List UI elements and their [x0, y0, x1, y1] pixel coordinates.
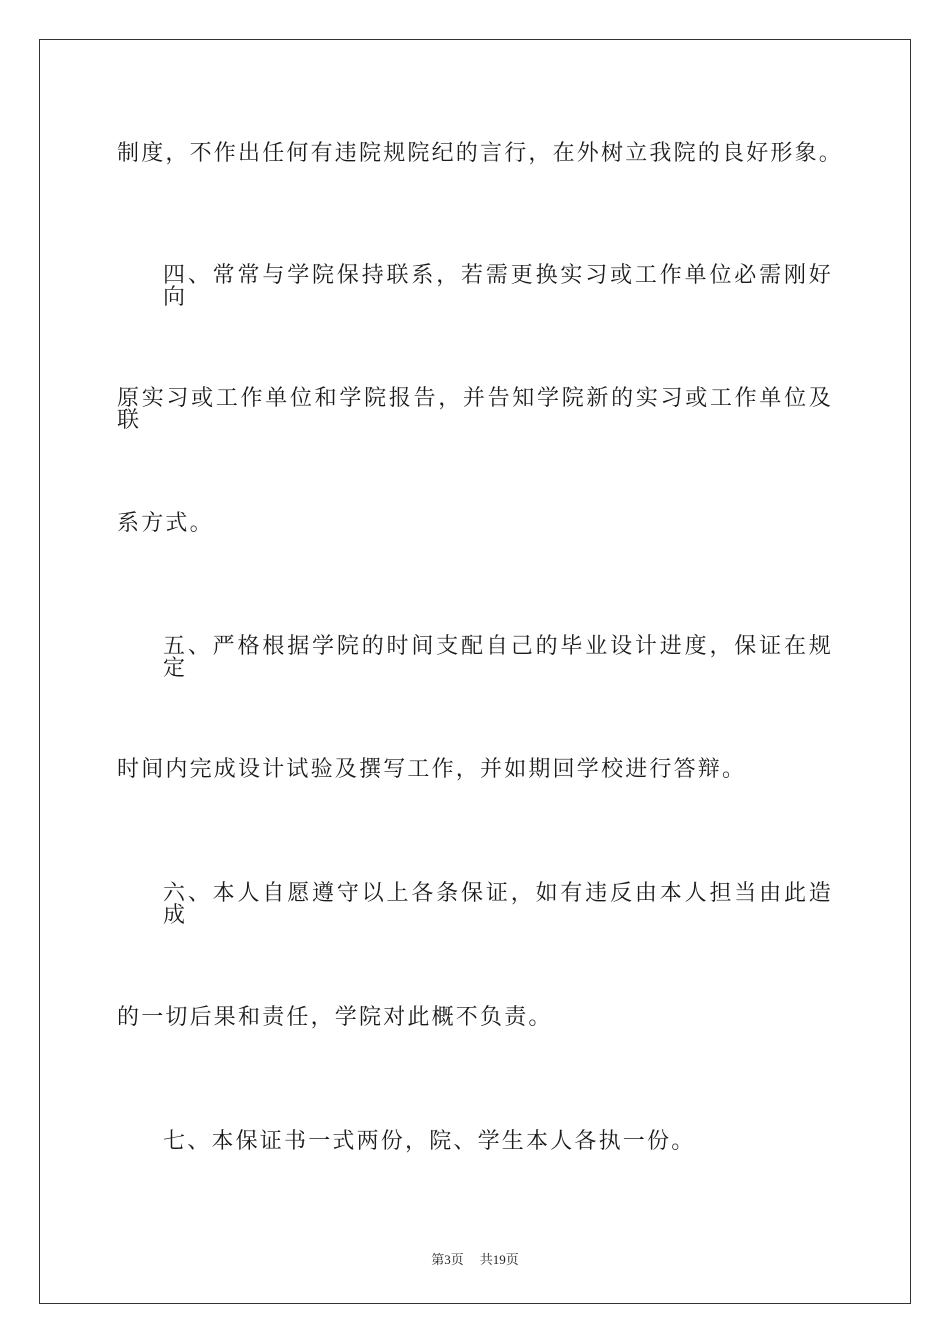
page-footer	[0, 1249, 950, 1268]
paragraph-line: 四、常常与学院保持联系，若需更换实习或工作单位必需刚好向	[163, 263, 833, 310]
paragraph-line: 时间内完成设计试验及撰写工作，并如期回学校进行答辩。	[117, 757, 747, 782]
paragraph-line: 六、本人自愿遵守以上各条保证，如有违反由本人担当由此造成	[163, 881, 833, 928]
paragraph-line: 系方式。	[117, 511, 214, 536]
page-number: 第3页	[431, 1252, 464, 1267]
paragraph-line: 七、本保证书一式两份，院、学生本人各执一份。	[163, 1129, 696, 1154]
paragraph-line: 制度，不作出任何有违院规院纪的言行，在外树立我院的良好形象。	[117, 141, 844, 166]
page-total: 共19页	[479, 1252, 519, 1267]
paragraph-line: 原实习或工作单位和学院报告，并告知学院新的实习或工作单位及联	[117, 386, 833, 433]
paragraph-line: 五、严格根据学院的时间支配自己的毕业设计进度，保证在规定	[163, 634, 833, 681]
paragraph-line: 的一切后果和责任，学院对此概不负责。	[117, 1005, 553, 1030]
